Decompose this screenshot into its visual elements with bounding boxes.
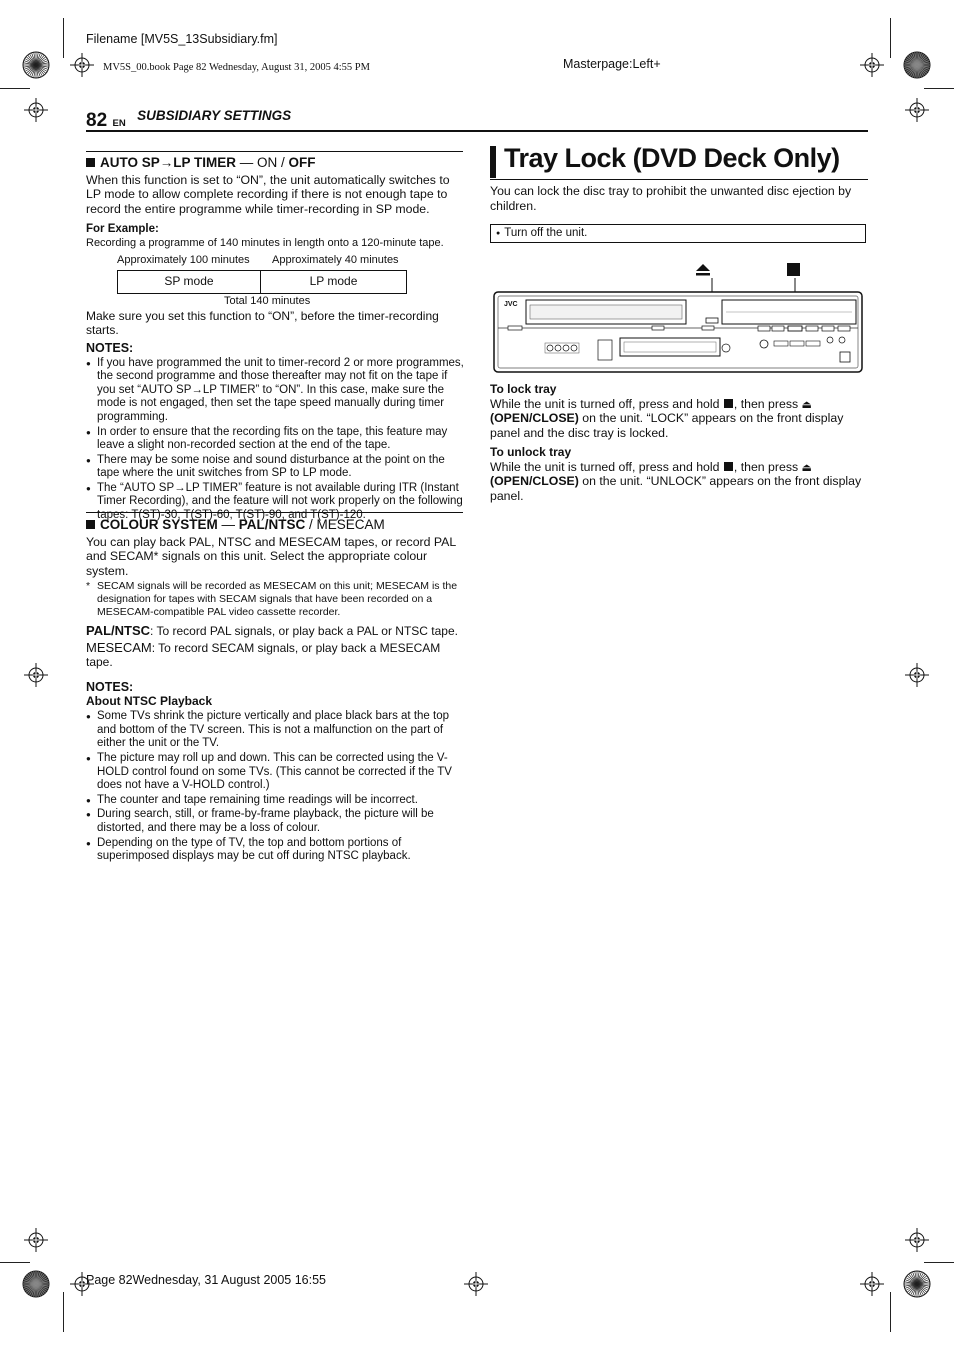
header-rule	[86, 130, 868, 132]
crop-mark	[0, 88, 30, 89]
tray-title: Tray Lock (DVD Deck Only)	[504, 143, 840, 173]
stop-button	[788, 326, 802, 331]
note-item: ● During search, still, or frame-by-frame playback, the picture will be distorted, and there may be a loss of colour.	[86, 808, 464, 835]
registration-mark-icon	[903, 1270, 931, 1298]
registration-mark-icon	[860, 1272, 884, 1296]
stop-icon	[724, 399, 733, 408]
auto-sp-heading: AUTO SP→LP TIMER — ON / OFF	[86, 155, 464, 171]
registration-mark-icon	[24, 98, 48, 122]
stop-icon	[787, 263, 800, 276]
tray-intro: You can lock the disc tray to prohibit the unwanted disc ejection by children.	[490, 184, 852, 213]
registration-mark-icon	[70, 53, 94, 77]
registration-mark-icon	[905, 1228, 929, 1252]
print-book-line: MV5S_00.book Page 82 Wednesday, August 31, 2005 4:55 PM	[103, 62, 370, 73]
unlock-title: To unlock tray	[490, 445, 572, 459]
registration-mark-icon	[22, 51, 50, 79]
crop-mark	[890, 1292, 891, 1332]
eject-icon-bar	[696, 273, 710, 276]
crop-mark	[924, 88, 954, 89]
crop-mark	[890, 18, 891, 58]
tray-title-rule	[490, 179, 868, 180]
print-footer: Page 82Wednesday, 31 August 2005 16:55	[86, 1273, 327, 1287]
label-100-min: Approximately 100 minutes	[117, 254, 250, 267]
note-item: ● Depending on the type of TV, the top and bottom portions of superimposed displays may be cut off during NTSC playback.	[86, 837, 464, 864]
tray-title-bar	[490, 146, 496, 178]
section-rule	[86, 512, 463, 513]
print-masterpage: Masterpage:Left+	[563, 57, 661, 71]
cell-sp-mode: SP mode	[118, 271, 261, 294]
notes-title: NOTES:	[86, 679, 134, 694]
footnote: * SECAM signals will be recorded as MESECAM on this unit; MESECAM is the designation for tapes with SECAM signals that have been recorded on a MESECAM-compatible PAL video cassette recorder.	[86, 580, 458, 619]
label-40-min: Approximately 40 minutes	[272, 254, 399, 267]
eject-icon: ⏏	[801, 398, 812, 411]
registration-mark-icon	[860, 53, 884, 77]
colour-section	[86, 517, 464, 865]
registration-mark-icon	[24, 1228, 48, 1252]
registration-mark-icon	[464, 1272, 488, 1296]
crop-mark	[0, 1262, 30, 1263]
note-item: ● There may be some noise and sound disturbance at the point on the tape where the unit switches from SP to LP mode.	[86, 454, 464, 481]
step-text: Turn off the unit.	[504, 227, 588, 239]
square-bullet-icon	[86, 520, 95, 529]
mesecam-def: MESECAM: To record SECAM signals, or play back a MESECAM tape.	[86, 640, 441, 669]
registration-mark-icon	[22, 1270, 50, 1298]
eject-icon	[696, 264, 710, 271]
note-item: ● The “AUTO SP→LP TIMER” feature is not available during ITR (Instant Timer Recording), and the feature will not work properly on the following tapes: T(ST)-30, T(ST)-60, T(ST)-90, and T(ST)-120.	[86, 482, 464, 523]
section-rule	[86, 151, 463, 152]
note-item: ● Some TVs shrink the picture vertically and place black bars at the top and bottom of the TV screen. This is not a malfunction on the part of either the unit or the TV.	[86, 710, 464, 751]
crop-mark	[924, 1262, 954, 1263]
page-header	[86, 110, 868, 132]
notes-title: NOTES:	[86, 341, 134, 356]
crop-mark	[63, 1292, 64, 1332]
lock-section	[490, 382, 868, 503]
registration-mark-icon	[905, 663, 929, 687]
unlock-text: While the unit is turned off, press and hold , then press ⏏ (OPEN/CLOSE) on the unit. “UNLOCK” appears on the front display panel.	[490, 459, 862, 503]
example-diagram	[86, 254, 464, 310]
crop-mark	[63, 18, 64, 58]
reminder-text: Make sure you set this function to “ON”, before the timer-recording starts.	[86, 309, 439, 338]
note-item: ● The picture may roll up and down. This can be corrected using the V-HOLD control found on some TVs. (This cannot be corrected if the TV does not have a V-HOLD control.)	[86, 752, 464, 793]
eject-button	[706, 318, 718, 323]
stop-icon	[724, 462, 733, 471]
registration-mark-icon	[24, 663, 48, 687]
auto-sp-section	[86, 155, 464, 524]
registration-mark-icon	[903, 51, 931, 79]
lock-title: To lock tray	[490, 382, 557, 396]
bullet-icon: ●	[496, 230, 501, 237]
label-total: Total 140 minutes	[224, 295, 311, 308]
auto-sp-notes	[86, 357, 464, 523]
page-lang: EN	[112, 118, 126, 129]
page-number: 82	[86, 110, 108, 131]
example-title: For Example:	[86, 223, 159, 236]
colour-heading: COLOUR SYSTEM — PAL/NTSC / MESECAM	[86, 517, 464, 533]
front-display	[620, 338, 720, 356]
device-illustration	[490, 256, 870, 378]
section-title: SUBSIDIARY SETTINGS	[137, 108, 292, 123]
auto-sp-body: When this function is set to “ON”, the unit automatically switches to LP mode to allow complete recording if there is not enough tape to record the entire programme while timer-recording in SP mode.	[86, 172, 450, 216]
device-brand: JVC	[504, 301, 518, 308]
lock-text: While the unit is turned off, press and hold , then press ⏏ (OPEN/CLOSE) on the unit. “LOCK” appears on the front display panel and the disc tray is locked.	[490, 396, 844, 440]
power-button	[840, 352, 850, 362]
note-item: ● If you have programmed the unit to timer-record 2 or more programmes, the second programme and those thereafter may not fit on the tape if you set “AUTO SP→LP TIMER” to “ON”. In this case, make sure the mode is not engaged, then set the tape speed manually during timer programming.	[86, 357, 464, 425]
note-item: ● The counter and tape remaining time readings will be incorrect.	[86, 794, 464, 808]
ntsc-title: About NTSC Playback	[86, 694, 213, 709]
note-item: ● In order to ensure that the recording fits on the tape, this feature may leave a slight non-recorded section at the end of the tape.	[86, 426, 464, 453]
registration-mark-icon	[905, 98, 929, 122]
pal-ntsc-def: PAL/NTSC: To record PAL signals, or play back a PAL or NTSC tape.	[86, 623, 458, 639]
colour-notes	[86, 710, 464, 864]
square-bullet-icon	[86, 158, 95, 167]
step-box	[490, 224, 866, 243]
device-body	[494, 292, 862, 372]
cell-lp-mode: LP mode	[261, 271, 407, 294]
eject-icon: ⏏	[801, 461, 812, 474]
print-filename: Filename [MV5S_13Subsidiary.fm]	[86, 32, 278, 46]
mode-table	[117, 270, 407, 294]
colour-body: You can play back PAL, NTSC and MESECAM tapes, or record PAL and SECAM* signals on this unit. Select the appropriate colour system.	[86, 534, 456, 578]
example-text: Recording a programme of 140 minutes in length onto a 120-minute tape.	[86, 237, 444, 250]
